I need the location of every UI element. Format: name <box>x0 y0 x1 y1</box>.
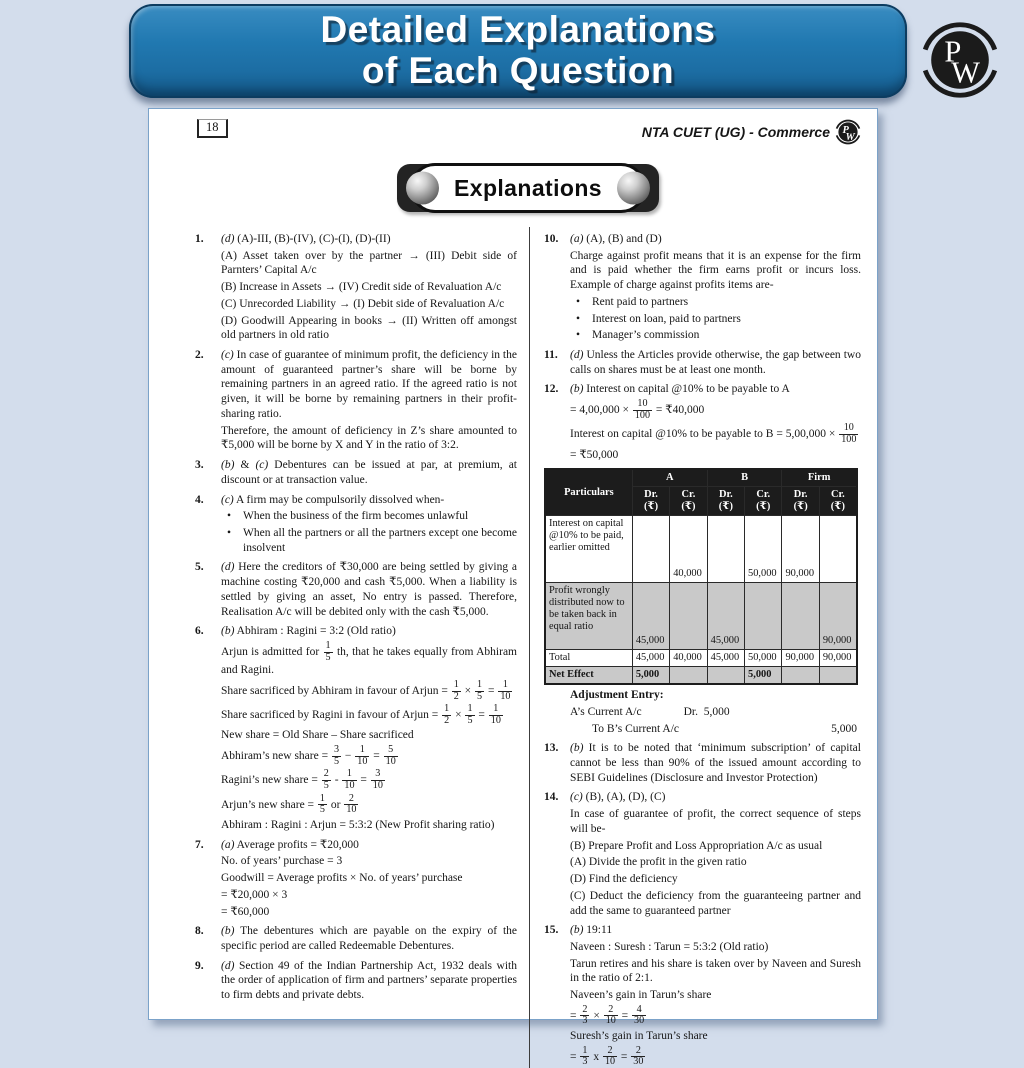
page-number: 18 <box>197 119 228 138</box>
row-label: Interest on capital @10% to be paid, earlier omitted <box>545 516 632 583</box>
fraction <box>631 1005 647 1027</box>
sub-paragraph: Tarun retires and his share is taken over by Naveen and Suresh in the ratio of 2:1. <box>570 957 861 985</box>
item-text: (d) Unless the Articles provide otherwise, the gap between two calls on shares must be at least one month. <box>570 349 861 376</box>
item-number: 8. <box>195 925 204 938</box>
fraction-numerator: 2 <box>348 792 354 804</box>
sub-paragraph: = $\frac{2}{3}$ × $\frac{2}{10}$ = $\frac{4}{30}$ <box>570 1005 861 1027</box>
explanation-item <box>195 348 517 422</box>
fraction-denominator: 10 <box>346 804 357 816</box>
fraction <box>383 745 399 767</box>
sub-paragraph: Share sacrificed by Abhiram in favour of Arjun = $\frac{1}{2}$ × $\frac{1}{5}$ = $\frac{1}{10}$ <box>221 680 517 702</box>
amount-cell: 45,000 <box>707 650 744 667</box>
table-header <box>545 469 857 515</box>
item-number: 2. <box>195 349 204 362</box>
amount-cell <box>819 667 856 684</box>
column-header: Particulars <box>545 469 632 515</box>
bullet-icon: • <box>227 526 232 539</box>
bullet-item <box>227 509 517 524</box>
explanation-item <box>195 624 517 639</box>
fraction-denominator: 10 <box>357 755 368 767</box>
fraction-numerator: 2 <box>582 1003 588 1015</box>
fraction <box>451 680 462 702</box>
fraction-denominator: 2 <box>453 690 459 702</box>
fraction-denominator: 30 <box>633 1056 644 1068</box>
subcolumn-header: Dr. (₹) <box>707 487 744 516</box>
pw-monogram-w: W <box>845 131 855 143</box>
fraction-numerator: 1 <box>444 703 450 715</box>
sub-paragraph: (C) Unrecorded Liability → (I) Debit side of Revaluation A/c <box>221 297 505 310</box>
sub-paragraph: (A) Divide the profit in the given ratio <box>570 856 747 869</box>
amount-cell: 50,000 <box>745 516 782 583</box>
fraction-numerator: 2 <box>608 1003 614 1015</box>
amount-cell: 90,000 <box>782 516 819 583</box>
fraction-numerator: 2 <box>635 1044 641 1056</box>
explanation-item <box>544 382 861 397</box>
bullet-text: Manager’s commission <box>592 329 700 342</box>
page-header-right <box>642 119 861 145</box>
table-row <box>545 583 857 650</box>
fraction-denominator: 3 <box>582 1015 588 1027</box>
explanation-item <box>544 923 861 938</box>
fraction-denominator: 100 <box>841 434 857 446</box>
table-header-row <box>545 469 857 486</box>
section-title: Explanations <box>454 174 602 201</box>
subcolumn-header: Dr. (₹) <box>782 487 819 516</box>
sphere-decoration-left <box>406 172 439 205</box>
explanations-section-banner <box>397 163 659 213</box>
item-text: (b) 19:11 <box>570 924 613 937</box>
amount-cell: 45,000 <box>707 583 744 650</box>
item-text: (b) Interest on capital @10% to be payable to A <box>570 383 790 396</box>
sub-paragraph: Abhiram’s new share = $\frac{3}{5}$ − $\frac{1}{10}$ = $\frac{5}{10}$ <box>221 745 517 767</box>
explanation-item <box>195 560 517 619</box>
fraction-numerator: 4 <box>636 1003 642 1015</box>
sub-paragraph: Suresh’s gain in Tarun’s share <box>570 1030 708 1043</box>
fraction-numerator: 1 <box>502 678 508 690</box>
sub-paragraph: Naveen’s gain in Tarun’s share <box>570 989 712 1002</box>
amount-cell <box>670 583 707 650</box>
fraction-numerator: 1 <box>477 678 483 690</box>
fraction-numerator: 10 <box>637 398 648 410</box>
item-number: 3. <box>195 459 204 472</box>
fraction <box>474 680 485 702</box>
table-row <box>545 516 857 583</box>
amount-cell <box>819 516 856 583</box>
sub-paragraph: (D) Find the deficiency <box>570 873 678 886</box>
explanation-item <box>544 790 861 805</box>
sub-paragraph: Share sacrificed by Ragini in favour of Arjun = $\frac{1}{2}$ × $\frac{1}{5}$ = $\frac{1}{10}$ <box>221 704 517 726</box>
title-banner <box>129 4 907 98</box>
bullet-icon: • <box>576 329 581 342</box>
fraction <box>602 1046 618 1068</box>
sub-paragraph: Arjun’s new share = $\frac{1}{5}$ or $\frac{2}{10}$ <box>221 794 517 816</box>
banner-title-line2: of Each Question <box>361 50 675 91</box>
item-text: (b) Abhiram : Ragini = 3:2 (Old ratio) <box>221 625 396 638</box>
fraction-numerator: 10 <box>843 422 854 434</box>
fraction <box>630 1046 646 1068</box>
bullet-item <box>576 295 861 310</box>
amount-cell: 45,000 <box>632 583 669 650</box>
fraction-numerator: 1 <box>359 744 365 756</box>
row-label: Total <box>545 650 632 667</box>
pw-logo-icon <box>920 20 1000 100</box>
fraction <box>603 1005 619 1027</box>
fraction <box>331 745 342 767</box>
fraction <box>441 704 452 726</box>
item-text: (c) A firm may be compulsorily dissolved when- <box>221 493 445 506</box>
sub-paragraph: Charge against profit means that it is an expense for the firm and is paid whether the firm earns profit or incurs loss. Example of charge against profits items are- <box>570 249 861 292</box>
explanation-item <box>195 924 517 953</box>
sub-paragraph: In case of guarantee of profit, the correct sequence of steps will be- <box>570 808 861 835</box>
column-header: Firm <box>782 469 857 486</box>
fraction-denominator: 10 <box>490 714 501 726</box>
fraction-denominator: 10 <box>372 780 383 792</box>
subcolumn-header: Cr. (₹) <box>819 487 856 516</box>
fraction-numerator: 2 <box>323 768 329 780</box>
entry-credit-amount: 5,000 <box>831 722 857 735</box>
amount-cell <box>782 667 819 684</box>
fraction-denominator: 10 <box>344 780 355 792</box>
fraction-numerator: 1 <box>325 639 331 651</box>
course-title: NTA CUET (UG) - Commerce <box>641 124 830 140</box>
fraction-numerator: 1 <box>582 1044 588 1056</box>
fraction <box>464 704 475 726</box>
amount-cell: 5,000 <box>745 667 782 684</box>
fraction-numerator: 1 <box>346 768 352 780</box>
explanation-item <box>195 232 517 247</box>
sub-paragraph: Abhiram : Ragini : Arjun = 5:3:2 (New Profit sharing ratio) <box>221 818 495 831</box>
sub-paragraph: (B) Increase in Assets → (IV) Credit side of Revaluation A/c <box>221 281 502 294</box>
banner-title-line1: Detailed Explanations <box>320 9 716 51</box>
explanation-item <box>544 232 861 247</box>
explanation-item <box>544 348 861 377</box>
bullet-text: When the business of the firm becomes unlawful <box>243 510 469 523</box>
bullet-text: When all the partners or all the partners except one become insolvent <box>243 526 517 554</box>
two-column-layout <box>195 227 861 1068</box>
explanation-item <box>195 493 517 508</box>
sub-paragraph: = ₹50,000 <box>570 448 619 461</box>
fraction <box>323 641 334 663</box>
fraction-denominator: 2 <box>444 714 450 726</box>
item-number: 13. <box>544 742 559 755</box>
sub-paragraph: Therefore, the amount of deficiency in Z’s share amounted to ₹5,000 will be borne by X and Y in the ratio of 3:2. <box>221 424 517 452</box>
fraction-denominator: 5 <box>323 780 329 792</box>
column-right <box>530 227 861 1068</box>
fraction-numerator: 3 <box>375 768 381 780</box>
explanation-item <box>195 458 517 487</box>
subcolumn-header: Cr. (₹) <box>745 487 782 516</box>
fraction-denominator: 10 <box>500 690 511 702</box>
fraction-denominator: 3 <box>582 1056 588 1068</box>
journal-entry-line <box>570 705 861 720</box>
item-text: (c) In case of guarantee of minimum profit, the deficiency in the amount of guaranteed partner’s share will be borne by remaining partners in an agreed ratio. If the agreed ratio is not given, it will be borne by remaining partners in their profit-sharing ratio. <box>221 349 517 420</box>
fraction <box>488 704 504 726</box>
item-number: 15. <box>544 924 559 937</box>
book-page <box>148 108 878 1068</box>
fraction-denominator: 5 <box>477 690 483 702</box>
fraction <box>579 1005 590 1027</box>
bullet-icon: • <box>227 510 232 523</box>
sub-paragraph: Interest on capital @10% to be payable to B = 5,00,000 × $\frac{10}{100}$ <box>570 423 861 445</box>
pw-logo-small-icon <box>835 119 861 145</box>
fraction-denominator: 10 <box>385 755 396 767</box>
fraction <box>343 794 359 816</box>
fraction-denominator: 5 <box>467 714 473 726</box>
fraction-denominator: 5 <box>319 804 325 816</box>
page-header <box>195 119 861 151</box>
bullet-text: Interest on loan, paid to partners <box>592 312 741 325</box>
explanation-item <box>544 741 861 785</box>
fraction-denominator: 10 <box>605 1015 616 1027</box>
fraction-denominator: 5 <box>325 651 331 663</box>
fraction <box>838 423 859 445</box>
column-header: B <box>707 469 782 486</box>
bullet-icon: • <box>576 312 581 325</box>
table-row <box>545 650 857 667</box>
sub-paragraph: (C) Deduct the deficiency from the guaranteeing partner and add the same to guaranteed partner <box>570 889 861 917</box>
item-text: (d) Here the creditors of ₹30,000 are being settled by giving a machine costing ₹20,000 and cash ₹5,000. When a liability is settled by giving an asset, No entry is passed. Therefore, Realisation A/c will be debited only with the cash ₹5,000. <box>221 561 517 618</box>
item-text: (d) Section 49 of the Indian Partnership Act, 1932 deals with the order of application of firm and partners’ separate properties to firm debts and private debts. <box>221 959 517 1002</box>
amount-cell <box>707 516 744 583</box>
explanation-item <box>195 838 517 853</box>
bullet-item <box>227 526 517 555</box>
amount-cell: 45,000 <box>632 650 669 667</box>
sub-paragraph: New share = Old Share – Share sacrificed <box>221 729 414 742</box>
item-number: 4. <box>195 493 204 506</box>
item-number: 12. <box>544 383 559 396</box>
item-number: 5. <box>195 561 204 574</box>
explanation-item <box>195 959 517 1003</box>
table-body <box>545 516 857 684</box>
column-header: A <box>632 469 707 486</box>
bullet-text: Rent paid to partners <box>592 295 689 308</box>
fraction-denominator: 100 <box>634 409 651 421</box>
fraction-denominator: 10 <box>604 1056 616 1068</box>
fraction-numerator: 1 <box>319 792 325 804</box>
fraction-numerator: 1 <box>453 678 459 690</box>
amount-cell: 5,000 <box>632 667 669 684</box>
fraction <box>321 769 332 791</box>
amount-cell: 90,000 <box>782 650 819 667</box>
fraction-numerator: 3 <box>333 744 340 756</box>
pw-monogram-p: P <box>842 124 849 136</box>
amount-cell: 90,000 <box>819 583 856 650</box>
item-text: (b) & (c) Debentures can be issued at par, at premium, at discount or at transaction value. <box>221 459 517 486</box>
entry-account: To B’s Current A/c <box>592 722 680 735</box>
item-number: 11. <box>544 349 558 362</box>
sub-paragraph: Ragini’s new share = $\frac{2}{5}$ - $\frac{1}{10}$ = $\frac{3}{10}$ <box>221 769 517 791</box>
fraction-numerator: 1 <box>493 703 499 715</box>
amount-cell <box>782 583 819 650</box>
sub-paragraph: = 4,00,000 × $\frac{10}{100}$ = ₹40,000 <box>570 398 705 421</box>
item-text: (a) (A), (B) and (D) <box>570 233 662 245</box>
subcolumn-header: Cr. (₹) <box>670 487 707 516</box>
item-number: 14. <box>544 791 559 804</box>
fraction <box>370 769 386 791</box>
fraction <box>497 680 513 702</box>
sub-paragraph: Naveen : Suresh : Tarun = 5:3:2 (Old ratio) <box>570 940 769 953</box>
sub-paragraph: Adjustment Entry: <box>570 689 664 702</box>
item-number: 10. <box>544 233 559 245</box>
item-number: 1. <box>195 233 204 245</box>
bullet-item <box>576 312 861 327</box>
amount-cell: 50,000 <box>745 650 782 667</box>
bullet-icon: • <box>576 295 581 308</box>
pw-monogram-w: W <box>951 55 980 90</box>
item-number: 7. <box>195 838 204 851</box>
fraction-numerator: 5 <box>388 744 394 756</box>
fraction-denominator: 5 <box>333 755 340 767</box>
amount-cell <box>707 667 744 684</box>
fraction-numerator: 1 <box>467 703 473 715</box>
item-text: (c) (B), (A), (D), (C) <box>570 791 666 804</box>
entry-account: A’s Current A/c <box>570 705 642 718</box>
amount-cell: 40,000 <box>670 650 707 667</box>
amount-cell: 40,000 <box>670 516 707 583</box>
explanations-banner-pill <box>410 163 646 213</box>
sub-paragraph: Arjun is admitted for $\frac{1}{5}$ th, that he takes equally from Abhiram and Ragini. <box>221 639 517 677</box>
fraction <box>632 399 653 421</box>
sub-paragraph: No. of years’ purchase = 3 <box>221 855 343 868</box>
column-left <box>195 227 530 1068</box>
item-text: (d) (A)-III, (B)-(IV), (C)-(I), (D)-(II) <box>221 233 391 245</box>
subcolumn-header: Dr. (₹) <box>632 487 669 516</box>
sub-paragraph: Goodwill = Average profits × No. of years’ purchase <box>221 872 463 885</box>
table-row <box>545 667 857 684</box>
sphere-decoration-right <box>617 172 650 205</box>
sub-paragraph: = ₹20,000 × 3 <box>221 888 288 901</box>
pw-monogram-p: P <box>944 34 962 69</box>
item-number: 9. <box>195 959 204 972</box>
entry-debit-amount: Dr. 5,000 <box>683 705 730 718</box>
amount-cell <box>745 583 782 650</box>
item-text: (b) The debentures which are payable on the expiry of the specific period are called Redeemable Debentures. <box>221 925 517 952</box>
row-label: Net Effect <box>545 667 632 684</box>
sub-paragraph: = ₹60,000 <box>221 905 270 918</box>
journal-entry-line <box>570 722 861 737</box>
sub-paragraph: = $\frac{1}{3}$ x $\frac{2}{10}$ = $\frac{2}{30}$ <box>570 1046 861 1068</box>
amount-cell <box>632 516 669 583</box>
fraction-numerator: 2 <box>607 1044 613 1056</box>
fraction <box>354 745 370 767</box>
amount-cell: 90,000 <box>819 650 856 667</box>
fraction <box>341 769 357 791</box>
item-number: 6. <box>195 625 204 638</box>
item-text: (a) Average profits = ₹20,000 <box>221 838 359 851</box>
fraction <box>317 794 328 816</box>
fraction <box>579 1046 590 1068</box>
row-label: Profit wrongly distributed now to be taken back in equal ratio <box>545 583 632 650</box>
amount-cell <box>670 667 707 684</box>
sub-paragraph: (D) Goodwill Appearing in books → (II) Written off amongst old partners in old ratio <box>221 314 517 342</box>
fraction-denominator: 30 <box>634 1015 645 1027</box>
sub-paragraph: (A) Asset taken over by the partner → (III) Debit side of Parnters’ Capital A/c <box>221 249 517 277</box>
sub-paragraph: (B) Prepare Profit and Loss Appropriation A/c as usual <box>570 839 823 852</box>
adjustment-table <box>544 468 858 685</box>
item-text: (b) It is to be noted that ‘minimum subscription’ of capital cannot be less than 90% of the issued amount according to SEBI Guidelines (Disclosure and Investor Protection) <box>570 742 861 784</box>
bullet-item <box>576 328 861 343</box>
